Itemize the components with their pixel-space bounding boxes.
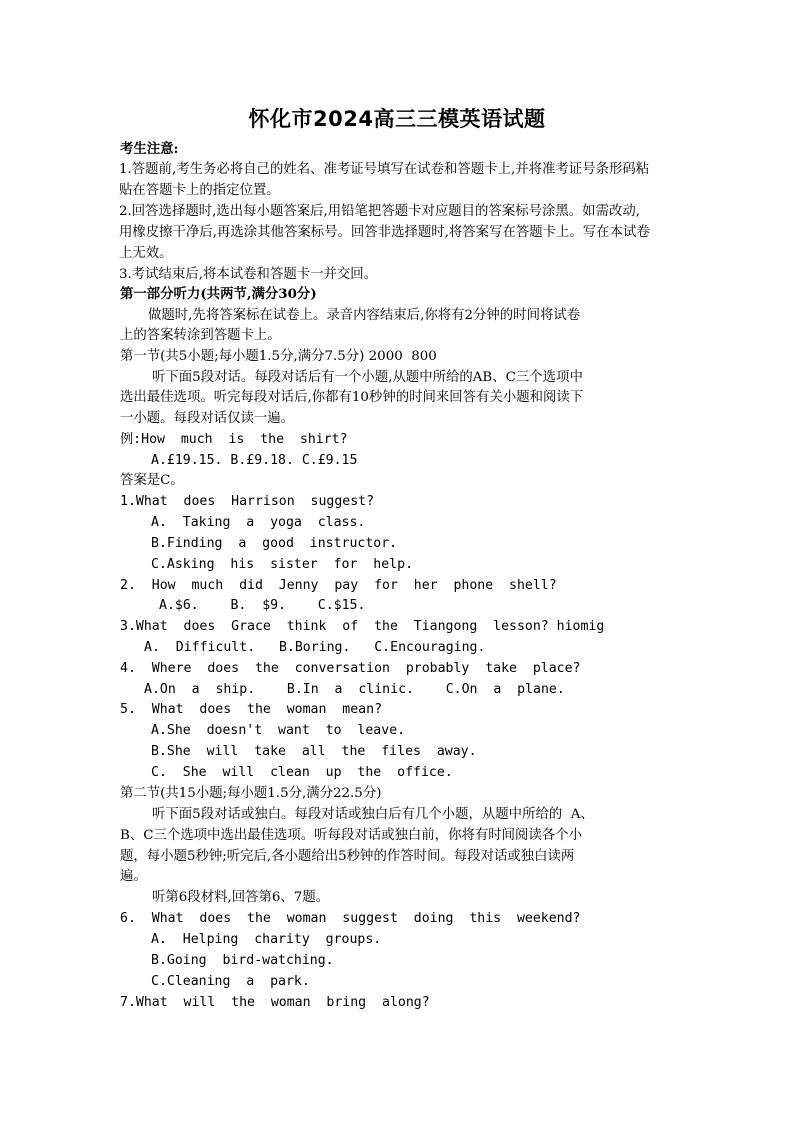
options-3: A. Difficult. B.Boring. C.Encouraging.	[144, 640, 486, 655]
section1-directions: 听下面5段对话。每段对话后有一个小题,从题中所给的AB、C三个选项中	[152, 370, 583, 385]
part1-intro: 做题时,先将答案标在试卷上。录音内容结束后,你将有2分钟的时间将试卷	[148, 308, 581, 323]
question-3: 3.What does Grace think of the Tiangong lesson? hiomig	[120, 619, 605, 634]
notice-line: 1.答题前,考生务必将自己的姓名、准考证号填写在试卷和答题卡上,并将准考证号条形码粘	[119, 162, 650, 177]
section1-heading: 第一节(共5小题;每小题1.5分,满分7.5分) 2000 800	[120, 349, 437, 364]
part1-heading: 第一部分听力(共两节,满分30分)	[120, 286, 317, 302]
option-c: C. She will clean up the office.	[151, 765, 453, 780]
notice-line: 2.回答选择题时,选出每小题答案后,用铅笔把答题卡对应题目的答案标号涂黑。如需改动,	[119, 204, 640, 219]
section2-heading: 第二节(共15小题;每小题1.5分,满分22.5分)	[120, 786, 382, 801]
notice-line: 3.考试结束后,将本试卷和答题卡一并交回。	[119, 267, 378, 282]
option-a: A. Helping charity groups.	[151, 932, 382, 947]
notice-line: 上无效。	[119, 246, 173, 261]
option-b: B.Finding a good instructor.	[151, 536, 398, 551]
section2-directions: 题，每小题5秒钟;听完后,各小题给出5秒钟的作答时间。每段对话或独白读两	[120, 849, 575, 864]
question-5: 5. What does the woman mean?	[120, 702, 383, 717]
question-7: 7.What will the woman bring along?	[120, 995, 430, 1010]
example-question: 例:How much is the shirt?	[120, 432, 348, 447]
section2-directions: 听下面5段对话或独白。每段对话或独白后有几个小题，从题中所给的 A、	[152, 807, 594, 822]
notice-line: 贴在答题卡上的指定位置。	[119, 183, 280, 198]
example-options: A.£19.15. B.£9.18. C.£9.15	[151, 453, 358, 468]
question-6: 6. What does the woman suggest doing this weekend?	[120, 911, 581, 926]
notice-line: 用橡皮擦干净后,再选涂其他答案标号。回答非选择题时,将答案写在答题卡上。写在本试卷	[119, 225, 650, 240]
option-b: B.Going bird-watching.	[151, 953, 334, 968]
section2-directions: B、C三个选项中选出最佳选项。听每段对话或独白前，你将有时间阅读各个小	[120, 828, 582, 843]
option-c: C.Asking his sister for help.	[151, 557, 414, 572]
exam-title: 怀化市2024高三三模英语试题	[248, 107, 546, 131]
material-note: 听第6段材料,回答第6、7题。	[152, 890, 330, 905]
section1-directions: 一小题。每段对话仅读一遍。	[120, 411, 295, 426]
section1-directions: 选出最佳选项。听完每段对话后,你都有10秒钟的时间来回答有关小题和阅读下	[120, 390, 584, 405]
section2-directions: 遍。	[120, 869, 147, 884]
option-a: A.She doesn't want to leave.	[151, 723, 406, 738]
question-1: 1.What does Harrison suggest?	[120, 494, 375, 509]
example-answer: 答案是C。	[120, 473, 184, 488]
option-b: B.She will take all the files away.	[151, 744, 477, 759]
options-2: A.$6. B. $9. C.$15.	[159, 598, 366, 613]
option-c: C.Cleaning a park.	[151, 974, 310, 989]
options-4: A.On a ship. B.In a clinic. C.On a plane.	[144, 682, 565, 697]
question-2: 2. How much did Jenny pay for her phone shell?	[120, 578, 557, 593]
question-4: 4. Where does the conversation probably take place?	[120, 661, 581, 676]
part1-intro: 上的答案转涂到答题卡上。	[120, 328, 281, 343]
notice-heading: 考生注意:	[120, 141, 179, 157]
option-a: A. Taking a yoga class.	[151, 515, 366, 530]
